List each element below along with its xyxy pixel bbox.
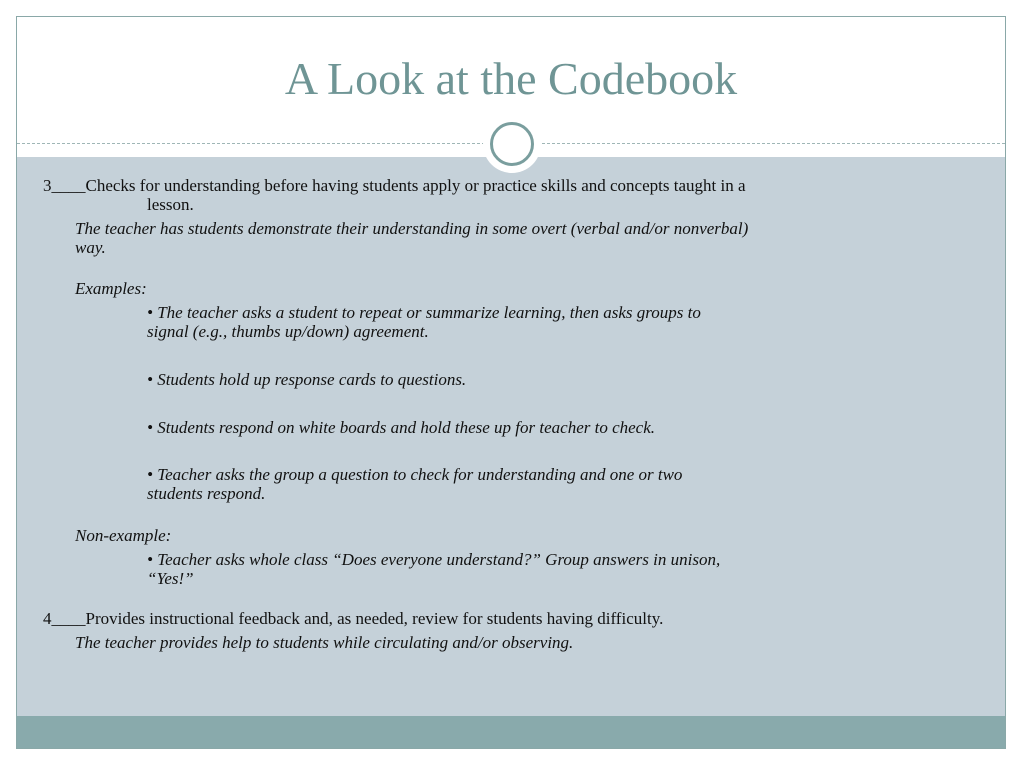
slide	[16, 16, 1006, 749]
non-example-item	[147, 550, 947, 588]
item-3-heading	[43, 176, 993, 214]
example-item-line2: signal (e.g., thumbs up/down) agreement.	[147, 322, 429, 341]
footer-bar	[17, 716, 1005, 749]
example-item-line1: • Teacher asks the group a question to check for understanding and one or two	[147, 465, 683, 484]
item-3-description-cont: way.	[75, 238, 106, 257]
slide-title: A Look at the Codebook	[284, 53, 738, 104]
item-3-heading-cont: lesson.	[147, 195, 194, 214]
example-item	[147, 370, 947, 389]
item-4-heading: 4____Provides instructional feedback and, as needed, review for students having difficulty.	[43, 609, 664, 628]
item-3-description	[75, 219, 985, 257]
item-3-description-line: The teacher has students demonstrate their understanding in some overt (verbal and/or nonverbal)	[75, 219, 749, 238]
circle-ornament-icon	[483, 115, 541, 173]
non-example-line1: • Teacher asks whole class “Does everyone understand?” Group answers in unison,	[147, 550, 721, 569]
example-item-line1: • The teacher asks a student to repeat or summarize learning, then asks groups to	[147, 303, 701, 322]
example-item-line1: • Students hold up response cards to questions.	[147, 370, 467, 389]
item-3-heading-line: 3____Checks for understanding before having students apply or practice skills and concepts taught in a	[43, 176, 746, 195]
circle-ornament-ring	[490, 122, 534, 166]
examples-label: Examples:	[75, 279, 147, 298]
non-example-label: Non-example:	[75, 526, 172, 545]
example-item	[147, 465, 947, 503]
example-item-line1: • Students respond on white boards and hold these up for teacher to check.	[147, 418, 656, 437]
example-item	[147, 418, 947, 437]
non-example-line2: “Yes!”	[147, 569, 194, 588]
example-item-line2: students respond.	[147, 484, 266, 503]
item-4-description: The teacher provides help to students while circulating and/or observing.	[75, 633, 574, 652]
example-item	[147, 303, 947, 341]
